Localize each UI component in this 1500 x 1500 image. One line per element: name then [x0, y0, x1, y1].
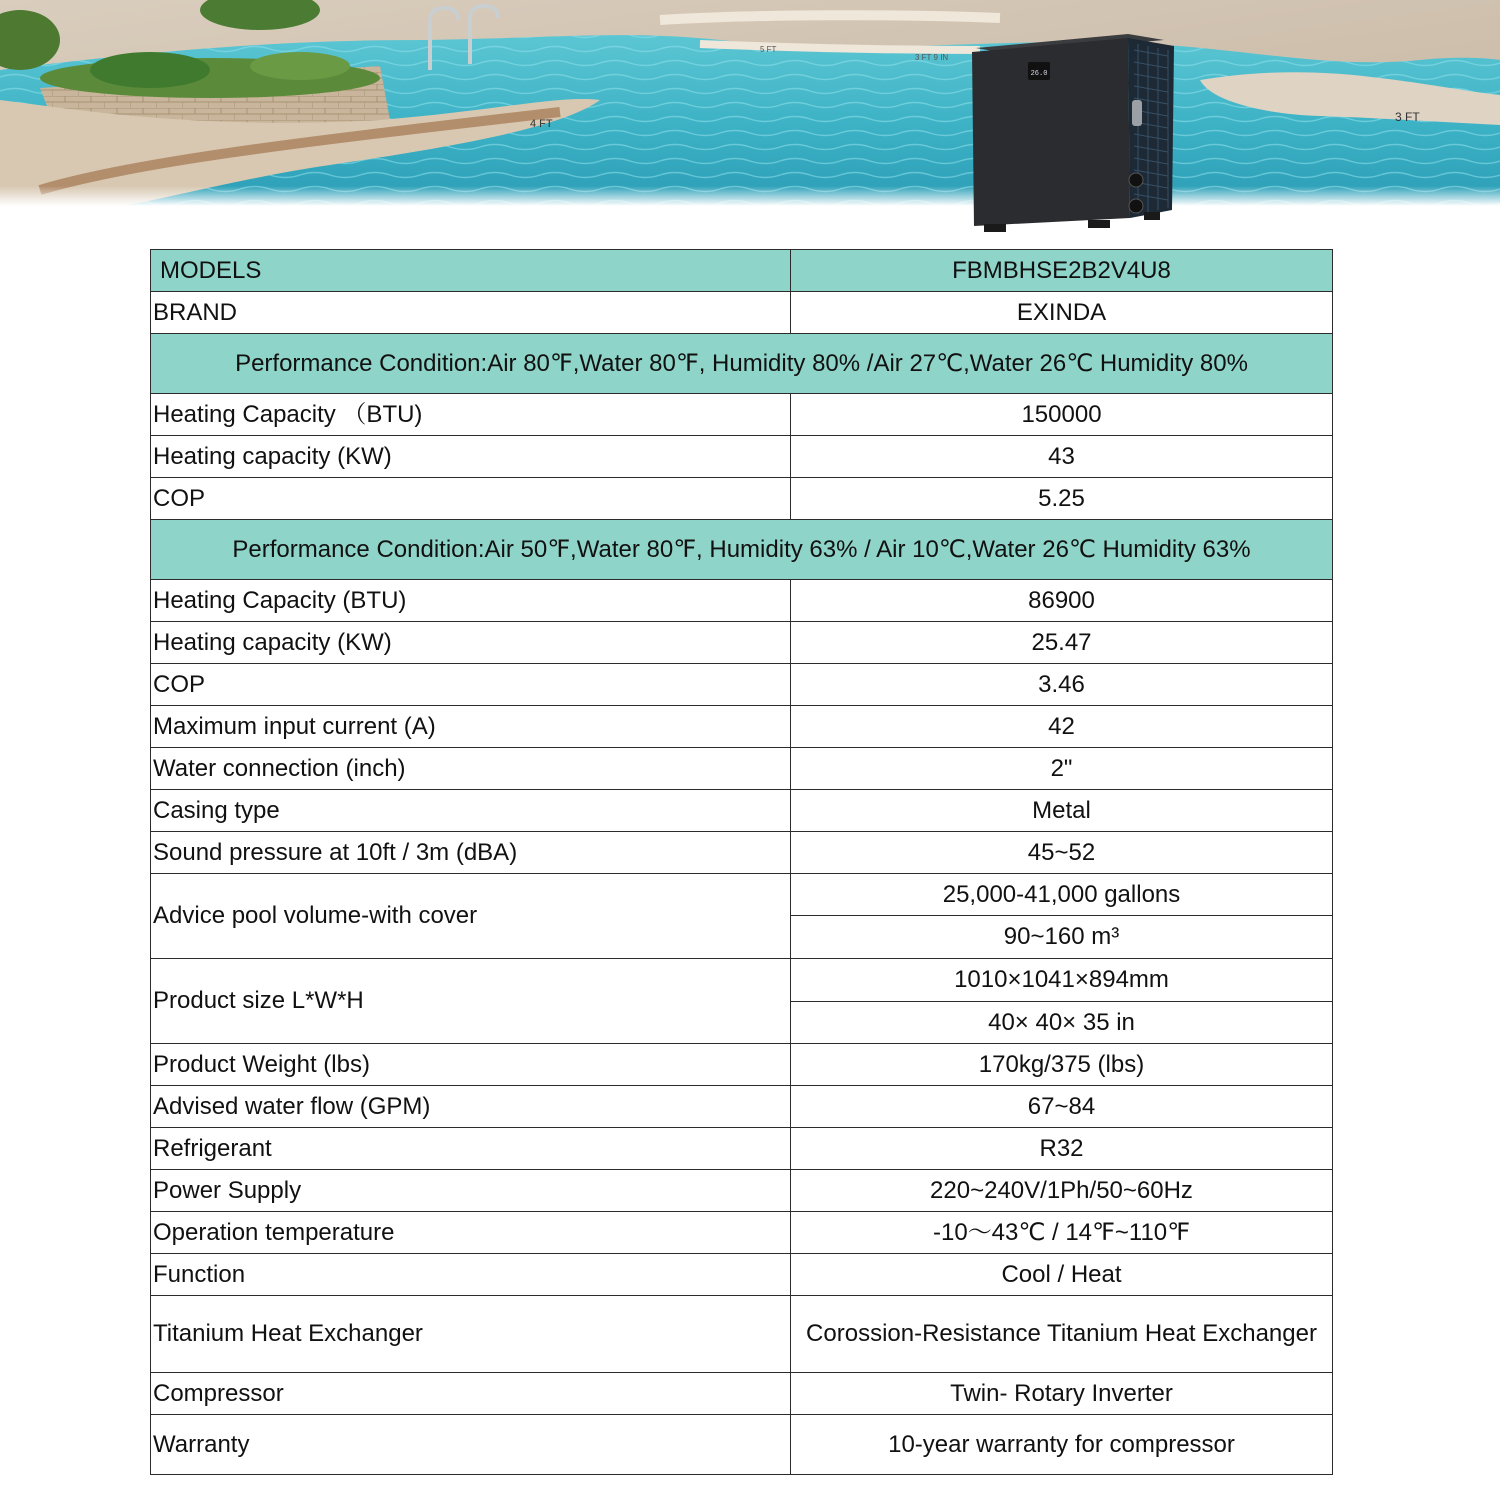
performance-condition-2: Performance Condition:Air 50℉,Water 80℉, Humidity 63% / Air 10℃,Water 26℃ Humidity 63%	[151, 520, 1333, 580]
table-row-compressor	[151, 1373, 1333, 1415]
spec-value: Cool / Heat	[791, 1254, 1333, 1296]
spec-value: 170kg/375 (lbs)	[791, 1044, 1333, 1086]
table-row	[151, 1128, 1333, 1170]
spec-label: COP	[151, 664, 791, 706]
spec-value: 3.46	[791, 664, 1333, 706]
spec-label: Water connection (inch)	[151, 748, 791, 790]
pool-volume-label: Advice pool volume-with cover	[151, 874, 791, 959]
spec-label: Operation temperature	[151, 1212, 791, 1254]
pool-volume-gallons: 25,000-41,000 gallons	[791, 874, 1333, 916]
table-row	[151, 436, 1333, 478]
spec-label: Advised water flow (GPM)	[151, 1086, 791, 1128]
performance-condition-row-1	[151, 334, 1333, 394]
display-readout: 26.0	[1030, 70, 1048, 78]
spec-value: 2"	[791, 748, 1333, 790]
spec-label: Heating Capacity （BTU)	[151, 394, 791, 436]
table-row	[151, 664, 1333, 706]
titanium-value-text: Corossion-Resistance Titanium Heat Exchanger	[806, 1320, 1317, 1347]
depth-marker-3ft9in: 3 FT 9 IN	[915, 53, 949, 62]
spec-label: Heating capacity (KW)	[151, 622, 791, 664]
spec-value: 86900	[791, 580, 1333, 622]
warranty-value: 10-year warranty for compressor	[791, 1415, 1333, 1475]
spec-label: Power Supply	[151, 1170, 791, 1212]
specification-table	[150, 249, 1333, 1475]
spec-label: Heating capacity (KW)	[151, 436, 791, 478]
spec-label: Refrigerant	[151, 1128, 791, 1170]
pool-volume-cubic-meters: 90~160 m³	[791, 916, 1333, 959]
depth-marker-5ft: 5 FT	[760, 45, 777, 54]
warranty-label: Warranty	[151, 1415, 791, 1475]
models-label: MODELS	[151, 250, 791, 292]
table-row	[151, 832, 1333, 874]
table-row	[151, 622, 1333, 664]
spec-value: 150000	[791, 394, 1333, 436]
compressor-value: Twin- Rotary Inverter	[791, 1373, 1333, 1415]
table-row	[151, 394, 1333, 436]
spec-value: 67~84	[791, 1086, 1333, 1128]
spec-label: Casing type	[151, 790, 791, 832]
model-number: FBMBHSE2B2V4U8	[791, 250, 1333, 292]
table-row-titanium	[151, 1296, 1333, 1373]
table-row-pool-volume	[151, 874, 1333, 916]
table-row	[151, 1044, 1333, 1086]
spec-label: Product Weight (lbs)	[151, 1044, 791, 1086]
performance-condition-1: Performance Condition:Air 80℉,Water 80℉, Humidity 80% /Air 27℃,Water 26℃ Humidity 80%	[151, 334, 1333, 394]
spec-value: 220~240V/1Ph/50~60Hz	[791, 1170, 1333, 1212]
table-row	[151, 1254, 1333, 1296]
spec-value: Metal	[791, 790, 1333, 832]
spec-value: R32	[791, 1128, 1333, 1170]
spec-value: 45~52	[791, 832, 1333, 874]
table-row	[151, 580, 1333, 622]
titanium-value	[791, 1296, 1333, 1373]
table-row	[151, 478, 1333, 520]
spec-value: 5.25	[791, 478, 1333, 520]
brand-value: EXINDA	[791, 292, 1333, 334]
spec-label: COP	[151, 478, 791, 520]
depth-marker-3ft: 3 FT	[1395, 110, 1420, 124]
table-row-warranty	[151, 1415, 1333, 1475]
spec-value: 42	[791, 706, 1333, 748]
spec-value: 25.47	[791, 622, 1333, 664]
table-header-row	[151, 250, 1333, 292]
spec-value: 43	[791, 436, 1333, 478]
pool-scene-illustration	[0, 0, 1500, 206]
performance-condition-row-2	[151, 520, 1333, 580]
table-row	[151, 1086, 1333, 1128]
brand-label: BRAND	[151, 292, 791, 334]
spec-label: Maximum input current (A)	[151, 706, 791, 748]
table-row	[151, 1170, 1333, 1212]
table-row	[151, 748, 1333, 790]
table-row-brand	[151, 292, 1333, 334]
spec-value: -10～43℃ / 14℉~110℉	[791, 1212, 1333, 1254]
table-row	[151, 790, 1333, 832]
heat-pump-product-image	[968, 30, 1184, 240]
product-size-mm: 1010×1041×894mm	[791, 959, 1333, 1002]
titanium-label: Titanium Heat Exchanger	[151, 1296, 791, 1373]
depth-marker-4ft: 4 FT	[530, 118, 553, 130]
table-row	[151, 1212, 1333, 1254]
product-size-label: Product size L*W*H	[151, 959, 791, 1044]
spec-label: Sound pressure at 10ft / 3m (dBA)	[151, 832, 791, 874]
pool-banner-image	[0, 0, 1500, 206]
table-row-product-size	[151, 959, 1333, 1002]
product-size-in: 40× 40× 35 in	[791, 1002, 1333, 1044]
spec-label: Heating Capacity (BTU)	[151, 580, 791, 622]
compressor-label: Compressor	[151, 1373, 791, 1415]
spec-label: Function	[151, 1254, 791, 1296]
table-row	[151, 706, 1333, 748]
